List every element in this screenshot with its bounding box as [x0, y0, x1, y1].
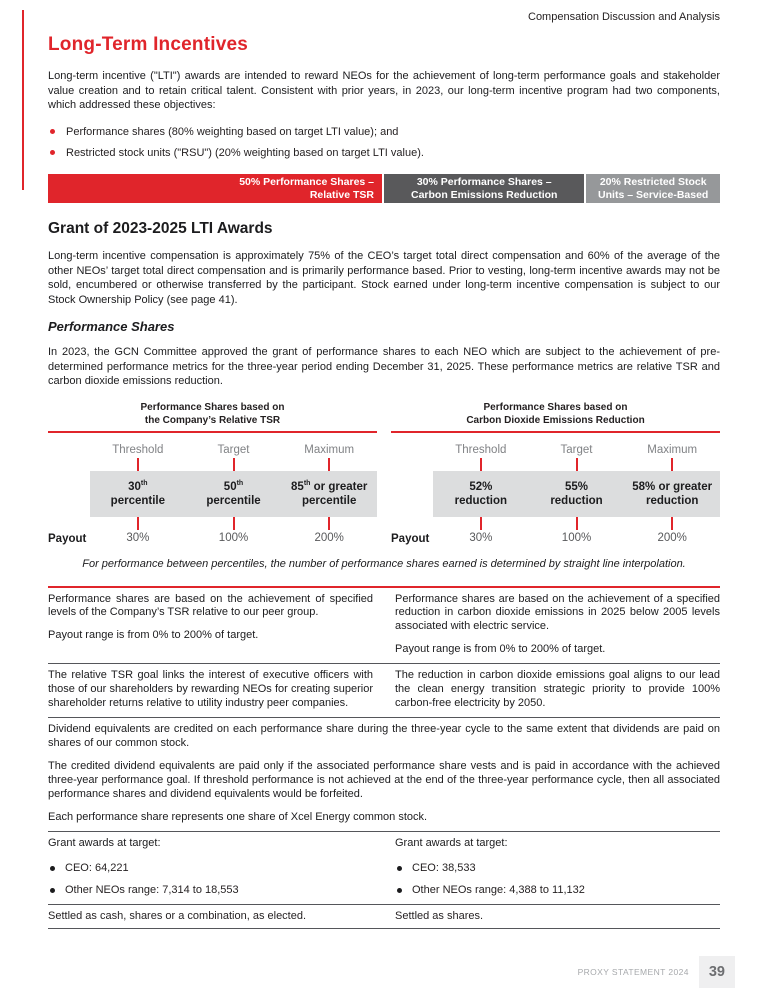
level-cell: 50th percentile [206, 479, 261, 508]
level-cell: 30th percentile [110, 479, 165, 508]
table-cell: Settled as shares. [395, 910, 484, 922]
diagram-rule [48, 431, 377, 433]
level-cell: 55% reduction [550, 480, 603, 508]
table-cell: Settled as cash, shares or a combination, as elected. [48, 910, 307, 922]
bar-segment-label: Units – Service-Based [598, 188, 709, 201]
performance-shares-heading: Performance Shares [48, 319, 175, 335]
diagram-title-line: Performance Shares based on [140, 401, 285, 413]
level-cell: 85th or greater percentile [291, 479, 368, 508]
payout-label: Payout [48, 532, 87, 545]
tick-mark [671, 517, 673, 530]
list-item-performance-shares [48, 125, 720, 139]
table-cell: Performance shares are based on the achievement of specified levels of the Company’s TSR relative to our peer group. Payout range is from 0% to 200% of target. [48, 592, 373, 642]
payout-diagrams [48, 401, 720, 544]
bullet-icon [50, 150, 55, 155]
payout-label: Payout [391, 532, 430, 545]
tick-mark [480, 517, 482, 530]
page-footer [578, 956, 735, 988]
bar-segment-label: Carbon Emissions Reduction [411, 188, 558, 201]
column-header: Target [217, 443, 250, 456]
tick-mark [233, 458, 235, 471]
column-header: Maximum [304, 443, 355, 456]
bullet-icon [397, 866, 402, 871]
column-header: Target [560, 443, 593, 456]
tick-mark [576, 517, 578, 530]
diagram-title-line: the Company’s Relative TSR [144, 414, 281, 426]
left-accent-rule [22, 10, 24, 190]
list-item: Other NEOs range: 7,314 to 18,553 [48, 884, 373, 898]
table-row-settlement [48, 905, 720, 929]
interpolation-note: For performance between percentiles, the number of performance shares earned is determined by straight line interpolation. [82, 557, 686, 570]
grant-list [48, 862, 373, 898]
level-cell: 52% reduction [454, 480, 508, 508]
payout-value: 30% [126, 531, 150, 544]
list-item-text: Performance shares (80% weighting based on target LTI value); and [66, 125, 399, 138]
page-number: 39 [699, 956, 735, 988]
table-row-grants [48, 832, 720, 905]
diagram-payout-row [48, 532, 377, 544]
lti-component-list [48, 125, 720, 161]
tick-mark [328, 458, 330, 471]
bullet-icon [50, 129, 55, 134]
payout-value: 100% [218, 531, 249, 544]
table-cell: The relative TSR goal links the interest of executive officers with those of our shareholders by rewarding NEOs for creating superior shareholder returns relative to utility industry peer companies. [48, 669, 373, 710]
bullet-icon [397, 888, 402, 893]
running-header: Compensation Discussion and Analysis [528, 11, 720, 23]
footer-label: PROXY STATEMENT 2024 [577, 967, 689, 977]
list-item: Other NEOs range: 4,388 to 11,132 [395, 884, 720, 898]
tick-mark [328, 517, 330, 530]
table-cell: The reduction in carbon dioxide emissions goal aligns to our lead the clean energy transition strategic priority to provide 100% carbon-free electricity by 2050. [395, 669, 720, 710]
diagram-title [48, 401, 377, 427]
tick-mark [480, 458, 482, 471]
diagram-title [391, 401, 720, 427]
bar-segment-label: 30% Performance Shares – [416, 175, 552, 188]
diagram-ticks [433, 458, 720, 471]
table-row-goal [48, 664, 720, 718]
diagram-payout-row [391, 532, 720, 544]
tick-mark [137, 458, 139, 471]
payout-value: 100% [561, 531, 592, 544]
table-cell: Performance shares are based on the achievement of a specified reduction in carbon dioxide emissions in 2025 below 2005 levels associated with electric service. Payout range is from 0% to 200% of target. [395, 592, 720, 656]
performance-shares-paragraph: In 2023, the GCN Committee approved the grant of performance shares to each NEO which are subject to the achievement of pre-determined performance metrics for the three-year period ending December 31, 2025. These performance metrics are relative TSR and carbon dioxide emissions reduction. [48, 346, 720, 388]
diagram-title-line: Performance Shares based on [483, 401, 628, 413]
bullet-icon [50, 866, 55, 871]
diagram-ticks [433, 517, 720, 530]
payout-value: 30% [469, 531, 493, 544]
bar-segment-label: 20% Restricted Stock [599, 175, 707, 188]
tick-mark [576, 458, 578, 471]
diagram-relative-tsr [48, 401, 377, 544]
bar-segment-performance-tsr [48, 174, 382, 203]
tick-mark [137, 517, 139, 530]
payout-value: 200% [314, 531, 344, 544]
diagram-ticks [90, 458, 377, 471]
list-item-text: Restricted stock units ("RSU") (20% weighting based on target LTI value). [66, 146, 424, 159]
diagram-ticks [90, 517, 377, 530]
comparison-table [48, 586, 720, 930]
bar-segment-performance-carbon [384, 174, 584, 203]
bar-segment-label: Relative TSR [309, 188, 375, 201]
diagram-rule [391, 431, 720, 433]
diagram-carbon-reduction [391, 401, 720, 544]
list-item: CEO: 64,221 [48, 862, 373, 876]
payout-value: 200% [657, 531, 687, 544]
grant-list [395, 862, 720, 898]
table-cell: Grant awards at target: CEO: 64,221 Other NEOs range: 7,314 to 18,553 [48, 837, 373, 898]
column-header: Threshold [455, 443, 507, 456]
grant-paragraph: Long-term incentive compensation is approximately 75% of the CEO’s target total direct compensation and 60% of the average of the other NEOs’ target total direct compensation and is primarily performance based. Prior to vesting, long-term incentive awards may not be sold, encumbered or otherwise transferred by the participant. Stock earned under long-term incentive compensation is subject to our Stock Ownership Policy (see page 41). [48, 250, 720, 306]
table-row-basis [48, 588, 720, 665]
section-title: Long-Term Incentives [48, 34, 249, 55]
tick-mark [233, 517, 235, 530]
diagram-levels-box [90, 471, 377, 517]
diagram-headers [90, 444, 377, 456]
list-item-rsu [48, 146, 720, 160]
tick-mark [671, 458, 673, 471]
diagram-title-line: Carbon Dioxide Emissions Reduction [466, 414, 645, 426]
column-header: Threshold [112, 443, 164, 456]
bar-segment-label: 50% Performance Shares – [239, 175, 375, 188]
lti-mix-bar [48, 174, 720, 203]
lti-intro-paragraph: Long-term incentive ("LTI") awards are intended to reward NEOs for the achievement of long-term performance goals and stakeholder value creation and to retain critical talent. Consistent with prior years, in 2023, our long-term incentive program had two components, which addressed these objectives: [48, 70, 720, 112]
table-row-dividends: Dividend equivalents are credited on each performance share during the three-year cycle to the same extent that dividends are paid on shares of our common stock. The credited dividend equivalents are paid only if the associated performance share vests and is paid in accordance with the achieved three-year performance goal. If threshold performance is not achieved at the end of the three-year performance cycle, then all associated performance shares and dividend equivalents would be forfeited. Each performance share represents one share of Xcel Energy common stock. [48, 718, 720, 832]
grant-heading: Grant of 2023-2025 LTI Awards [48, 220, 273, 238]
column-header: Maximum [647, 443, 698, 456]
list-item: CEO: 38,533 [395, 862, 720, 876]
diagram-headers [433, 444, 720, 456]
bar-segment-rsu [586, 174, 720, 203]
bullet-icon [50, 888, 55, 893]
level-cell: 58% or greater reduction [632, 480, 713, 508]
diagram-levels-box [433, 471, 720, 517]
table-cell: Grant awards at target: CEO: 38,533 Other NEOs range: 4,388 to 11,132 [395, 837, 720, 898]
